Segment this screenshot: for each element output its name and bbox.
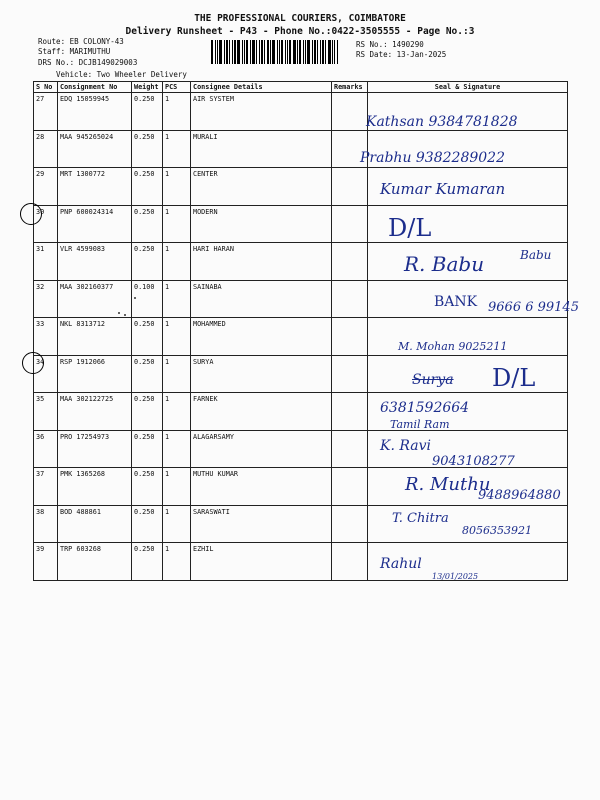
cell-pcs: 1	[163, 430, 191, 468]
cell-consignment: MAA 302160377	[58, 280, 132, 318]
barcode-bar	[285, 40, 286, 64]
barcode-bar	[317, 40, 318, 64]
signature-30-dl: D/L	[388, 214, 432, 242]
barcode-bar	[312, 40, 313, 64]
signature-31-extra: Babu	[520, 248, 552, 262]
col-seal: Seal & Signature	[368, 82, 568, 93]
cell-sno: 30	[34, 205, 58, 243]
company-name: THE PROFESSIONAL COURIERS, COIMBATORE	[194, 13, 406, 24]
cell-consignee: MURALI	[191, 130, 332, 168]
cell-weight: 0.250	[132, 468, 163, 506]
cell-remarks	[332, 243, 368, 281]
barcode-bar	[305, 40, 306, 64]
cell-consignee: MODERN	[191, 205, 332, 243]
table-header-row	[34, 82, 568, 93]
cell-sno: 31	[34, 243, 58, 281]
circle-mark-30	[20, 203, 42, 225]
barcode-bar	[303, 40, 304, 64]
cell-weight: 0.250	[132, 205, 163, 243]
stray-mark	[118, 312, 120, 314]
barcode-bar	[250, 40, 251, 64]
signature-28: Prabhu 9382289022	[360, 150, 505, 166]
col-pcs: PCS	[163, 82, 191, 93]
staff-label: Staff: MARIMUTHU	[38, 46, 111, 56]
route-info	[38, 37, 137, 68]
cell-pcs: 1	[163, 393, 191, 431]
barcode-bar	[337, 40, 338, 64]
barcode-bar	[277, 40, 278, 64]
barcode-bar	[234, 40, 236, 64]
cell-weight: 0.250	[132, 243, 163, 281]
cell-consignee: MUTHU KUMAR	[191, 468, 332, 506]
signature-39-name: Rahul	[380, 556, 422, 572]
cell-weight: 0.250	[132, 543, 163, 581]
signature-32-bank: BANK	[434, 294, 478, 310]
barcode-bar	[270, 40, 271, 64]
cell-pcs: 1	[163, 243, 191, 281]
cell-remarks	[332, 393, 368, 431]
cell-sno: 32	[34, 280, 58, 318]
table-row	[34, 543, 568, 581]
cell-consignee: MOHAMMED	[191, 318, 332, 356]
barcode-bar	[299, 40, 301, 64]
signature-32-number: 9666 6 99145	[488, 300, 579, 315]
signature-34-dl: D/L	[492, 364, 536, 392]
cell-sno: 39	[34, 543, 58, 581]
cell-sno: 36	[34, 430, 58, 468]
cell-pcs: 1	[163, 468, 191, 506]
cell-sno: 35	[34, 393, 58, 431]
cell-sno: 27	[34, 93, 58, 131]
cell-remarks	[332, 430, 368, 468]
cell-weight: 0.250	[132, 318, 163, 356]
barcode-bar	[287, 40, 288, 64]
signature-38-phone: 8056353921	[462, 524, 532, 537]
cell-sno: 34	[34, 355, 58, 393]
col-remarks: Remarks	[332, 82, 368, 93]
cell-signature	[368, 355, 568, 393]
barcode-bar	[334, 40, 335, 64]
runsheet-title: Delivery Runsheet - P43 - Phone No.:0422-3505555 - Page No.:3	[125, 26, 475, 37]
barcode-bar	[325, 40, 326, 64]
cell-weight: 0.250	[132, 168, 163, 206]
signature-34-scribble: Surya	[412, 372, 454, 388]
cell-consignee: CENTER	[191, 168, 332, 206]
cell-weight: 0.250	[132, 355, 163, 393]
barcode-bar	[267, 40, 269, 64]
signature-31: R. Babu	[404, 252, 485, 276]
cell-remarks	[332, 355, 368, 393]
rs-info	[356, 40, 446, 59]
barcode-bar	[289, 40, 291, 64]
barcode-bar	[314, 40, 316, 64]
barcode	[211, 40, 339, 64]
signature-39-date: 13/01/2025	[432, 572, 479, 581]
vehicle-label: Vehicle: Two Wheeler Delivery	[56, 70, 187, 79]
barcode-bar	[264, 40, 265, 64]
stray-mark	[124, 314, 126, 316]
signature-27: Kathsan 9384781828	[366, 114, 518, 130]
cell-consignee: AIR SYSTEM	[191, 93, 332, 131]
signature-35-phone: 6381592664	[380, 400, 470, 416]
barcode-bar	[246, 40, 248, 64]
cell-remarks	[332, 318, 368, 356]
barcode-bar	[226, 40, 228, 64]
barcode-bar	[224, 40, 225, 64]
cell-pcs: 1	[163, 93, 191, 131]
cell-sno: 29	[34, 168, 58, 206]
cell-consignee: HARI HARAN	[191, 243, 332, 281]
cell-consignment: PNP 600024314	[58, 205, 132, 243]
cell-sno: 33	[34, 318, 58, 356]
cell-consignment: BOD 488861	[58, 505, 132, 543]
barcode-bar	[307, 40, 310, 64]
cell-weight: 0.250	[132, 93, 163, 131]
cell-consignee: SARASWATI	[191, 505, 332, 543]
route-label: Route: EB COLONY-43	[38, 37, 124, 46]
cell-consignee: SAINABA	[191, 280, 332, 318]
cell-weight: 0.250	[132, 130, 163, 168]
col-weight: Weight	[132, 82, 163, 93]
cell-consignment: VLR 4599083	[58, 243, 132, 281]
barcode-bar	[242, 40, 243, 64]
cell-pcs: 1	[163, 280, 191, 318]
signature-33: M. Mohan 9025211	[398, 340, 508, 353]
cell-weight: 0.250	[132, 505, 163, 543]
col-consignee: Consignee Details	[191, 82, 332, 93]
cell-consignment: MRT 1300772	[58, 168, 132, 206]
barcode-bar	[252, 40, 255, 64]
cell-pcs: 1	[163, 130, 191, 168]
barcode-bar	[272, 40, 275, 64]
signature-36-phone: 9043108277	[432, 454, 515, 469]
cell-remarks	[332, 205, 368, 243]
cell-consignee: FARNEK	[191, 393, 332, 431]
rs-date: RS Date: 13-Jan-2025	[356, 49, 447, 59]
signature-37-phone: 9488964880	[478, 488, 561, 503]
table-row	[34, 243, 568, 281]
barcode-bar	[232, 40, 233, 64]
table-row	[34, 205, 568, 243]
cell-consignee: EZHIL	[191, 543, 332, 581]
barcode-bar	[281, 40, 283, 64]
col-consignment: Consignment No	[58, 82, 132, 93]
barcode-bar	[279, 40, 280, 64]
signature-37-name: R. Muthu	[405, 474, 491, 495]
circle-mark-34	[22, 352, 44, 374]
barcode-bar	[259, 40, 260, 64]
barcode-bar	[256, 40, 257, 64]
cell-pcs: 1	[163, 205, 191, 243]
cell-consignment: EDQ 15059945	[58, 93, 132, 131]
barcode-bar	[215, 40, 216, 64]
cell-consignment: PMK 1365268	[58, 468, 132, 506]
rs-number: RS No.: 1490290	[356, 40, 424, 49]
cell-pcs: 1	[163, 505, 191, 543]
barcode-bar	[219, 40, 222, 64]
cell-remarks	[332, 468, 368, 506]
cell-sno: 37	[34, 468, 58, 506]
cell-weight: 0.250	[132, 393, 163, 431]
table-row	[34, 355, 568, 393]
barcode-bar	[217, 40, 218, 64]
cell-sno: 38	[34, 505, 58, 543]
cell-remarks	[332, 505, 368, 543]
cell-consignee: SURYA	[191, 355, 332, 393]
cell-consignee: ALAGARSAMY	[191, 430, 332, 468]
cell-consignment: TRP 603268	[58, 543, 132, 581]
cell-consignment: MAA 945265024	[58, 130, 132, 168]
cell-pcs: 1	[163, 318, 191, 356]
cell-pcs: 1	[163, 355, 191, 393]
cell-consignment: NKL 8313712	[58, 318, 132, 356]
cell-consignment: PRO 17254973	[58, 430, 132, 468]
barcode-bar	[229, 40, 230, 64]
signature-36-mark: K. Ravi	[380, 438, 431, 454]
signature-35-name: Tamil Ram	[390, 418, 450, 431]
barcode-bar	[328, 40, 331, 64]
stray-mark	[134, 297, 136, 299]
cell-remarks	[332, 168, 368, 206]
cell-weight: 0.250	[132, 430, 163, 468]
barcode-bar	[320, 40, 321, 64]
barcode-bar	[293, 40, 296, 64]
cell-pcs: 1	[163, 543, 191, 581]
drs-number: DRS No.: DCJB149029003	[38, 58, 138, 67]
barcode-bar	[297, 40, 298, 64]
barcode-bar	[322, 40, 324, 64]
cell-remarks	[332, 93, 368, 131]
barcode-bar	[244, 40, 245, 64]
cell-consignment: RSP 1912066	[58, 355, 132, 393]
cell-consignment: MAA 302122725	[58, 393, 132, 431]
signature-38-name: T. Chitra	[392, 511, 449, 526]
table-row	[34, 393, 568, 431]
barcode-bar	[261, 40, 263, 64]
cell-remarks	[332, 543, 368, 581]
cell-sno: 28	[34, 130, 58, 168]
signature-29: Kumar Kumaran	[380, 180, 506, 198]
barcode-bar	[211, 40, 213, 64]
barcode-bar	[332, 40, 333, 64]
cell-remarks	[332, 280, 368, 318]
cell-pcs: 1	[163, 168, 191, 206]
barcode-bar	[237, 40, 240, 64]
cell-weight: 0.100	[132, 280, 163, 318]
col-sno: S No	[34, 82, 58, 93]
